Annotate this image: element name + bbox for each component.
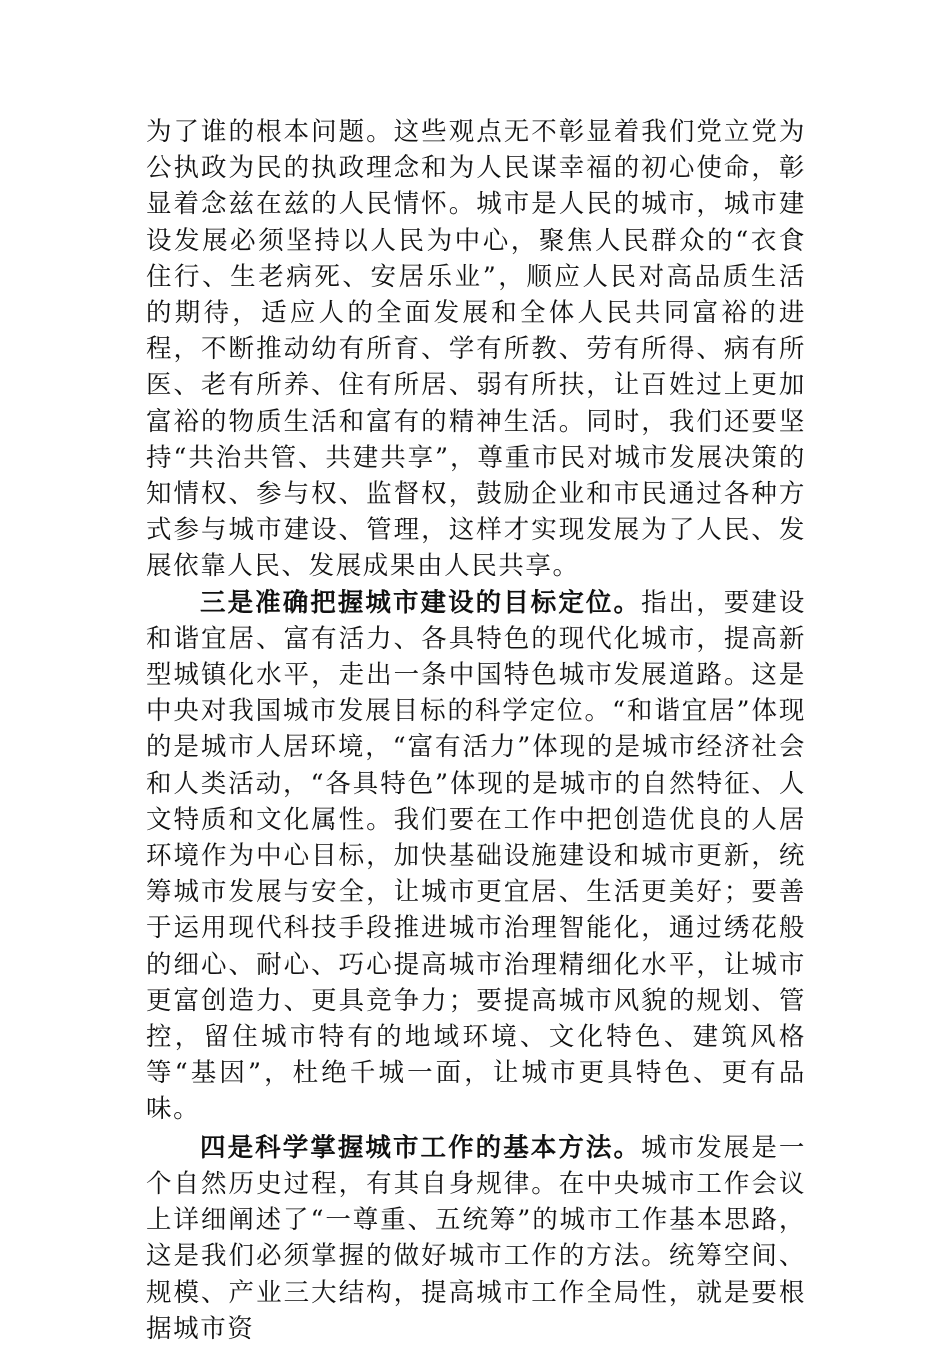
paragraph-body-three: 指出，要建设和谐宜居、富有活力、各具特色的现代化城市，提高新型城镇化水平，走出一条中国特色城市发展道路。这是中央对我国城市发展目标的科学定位。“和谐宜居”体现的是城市人居环境，“富有活力”体现的是城市经济社会和人类活动，“各具特色”体现的是城市的自然特征、人文特质和文化属性。我们要在工作中把创造优良的人居环境作为中心目标，加快基础设施建设和城市更新，统筹城市发展与安全，让城市更宜居、生活更美好；要善于运用现代科技手段推进城市治理智能化，通过绣花般的细心、耐心、巧心提高城市治理精细化水平，让城市更富创造力、更具竞争力；要提高城市风貌的规划、管控，留住城市特有的地域环境、文化特色、建筑风格等“基因”，杜绝千城一面，让城市更具特色、更有品味。 [146, 587, 806, 1125]
paragraph-basic-methods [146, 1130, 806, 1347]
paragraph-people-centered: 为了谁的根本问题。这些观点无不彰显着我们党立党为公执政为民的执政理念和为人民谋幸福的初心使命，彰显着念兹在兹的人民情怀。城市是人民的城市，城市建设发展必须坚持以人民为中心，聚焦人民群众的“衣食住行、生老病死、安居乐业”，顺应人民对高品质生活的期待，适应人的全面发展和全体人民共同富裕的进程，不断推动幼有所育、学有所教、劳有所得、病有所医、老有所养、住有所居、弱有所扶，让百姓过上更加富裕的物质生活和富有的精神生活。同时，我们还要坚持“共治共管、共建共享”，尊重市民对城市发展决策的知情权、参与权、监督权，鼓励企业和市民通过各种方式参与城市建设、管理，这样才实现发展为了人民、发展依靠人民、发展成果由人民共享。 [146, 117, 806, 582]
document-body [146, 114, 806, 1347]
paragraph-body-four: 城市发展是一个自然历史过程，有其自身规律。在中央城市工作会议上详细阐述了“一尊重、五统筹”的城市工作基本思路，这是我们必须掌握的做好城市工作的方法。统筹空间、规模、产业三大结构，提高城市工作全局性，就是要根据城市资 [146, 1132, 806, 1344]
section-heading-four: 四是科学掌握城市工作的基本方法。 [200, 1132, 642, 1163]
paragraph-target-positioning [146, 585, 806, 1128]
section-heading-three: 三是准确把握城市建设的目标定位。 [200, 587, 642, 618]
